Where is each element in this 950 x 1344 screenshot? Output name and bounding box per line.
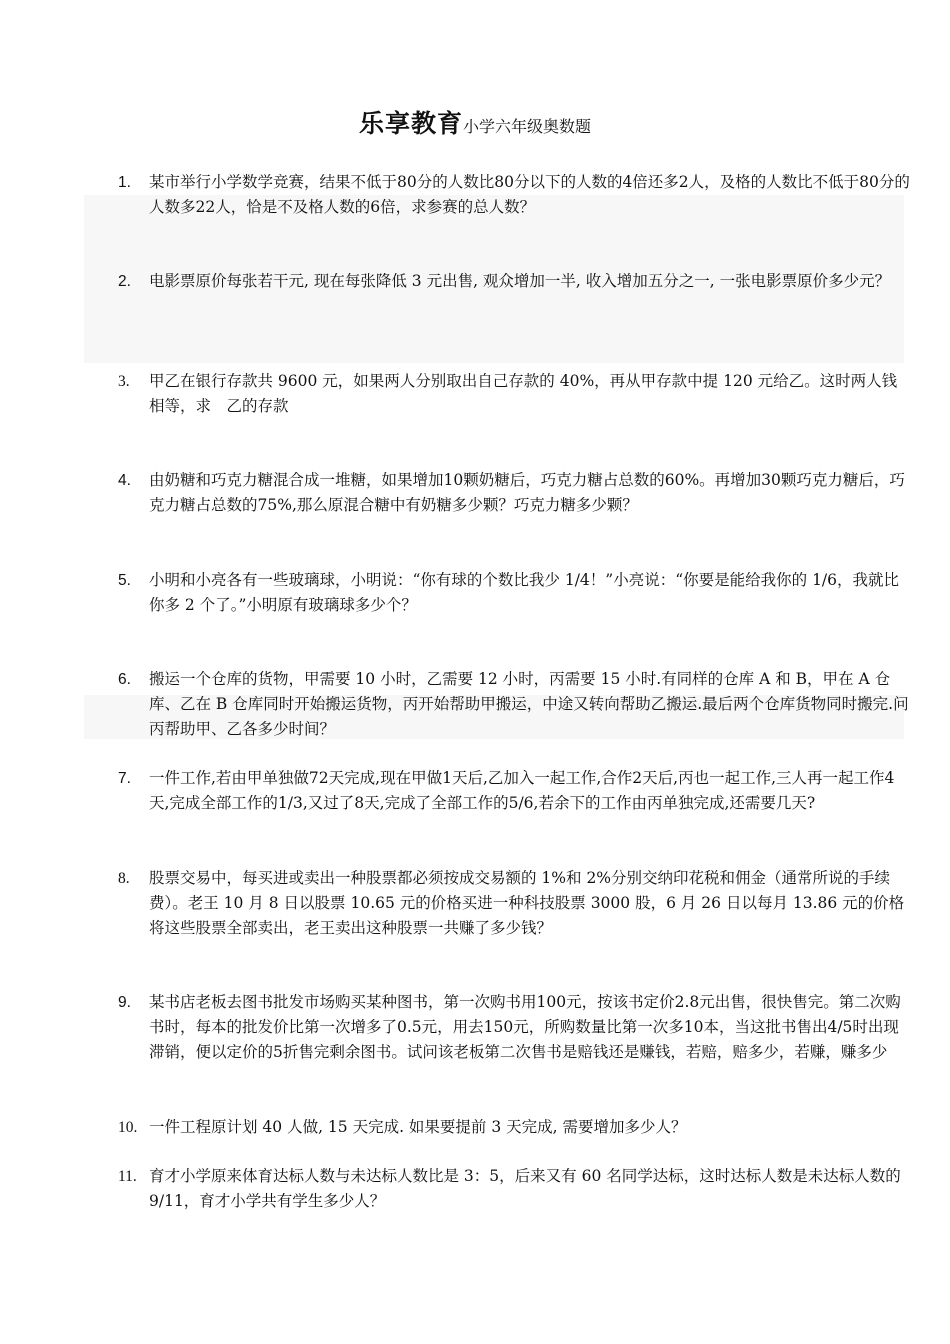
question-3: [118, 369, 910, 419]
question-number: 4.: [118, 472, 131, 489]
brand-title: 乐享教育: [358, 109, 463, 138]
question-text: 由奶糖和巧克力糖混合成一堆糖，如果增加10颗奶糖后，巧克力糖占总数的60%。再增加30颗巧克力糖后，巧克力糖占总数的75%,那么原混合糖中有奶糖多少颗？巧克力糖多少颗？: [149, 471, 905, 514]
question-number: 11.: [118, 1168, 137, 1185]
question-text: 一件工作,若由甲单独做72天完成,现在甲做1天后,乙加入一起工作,合作2天后,丙也一起工作,三人再一起工作4天,完成全部工作的1/3,又过了8天,完成了全部工作的5/6,若余下的工作由丙单独完成,还需要几天?: [149, 769, 895, 812]
question-number: 8.: [118, 870, 130, 887]
document-subtitle: 小学六年级奥数题: [463, 117, 592, 136]
question-number: 9.: [118, 994, 131, 1011]
question-number: 2.: [118, 273, 131, 290]
question-text: 甲乙在银行存款共 9600 元，如果两人分别取出自己存款的 40%，再从甲存款中提 120 元给乙。这时两人钱相等，求 乙的存款: [149, 372, 898, 415]
question-10: [118, 1115, 910, 1140]
question-text: 一件工程原计划 40 人做, 15 天完成. 如果要提前 3 天完成, 需要增加多少人？: [149, 1118, 687, 1136]
question-5: [118, 568, 910, 618]
question-text: 搬运一个仓库的货物，甲需要 10 小时，乙需要 12 小时，丙需要 15 小时.有同样的仓库 A 和 B，甲在 A 仓库、乙在 B 仓库同时开始搬运货物，丙开始帮助甲搬运，中途又转向帮助乙搬运.最后两个仓库货物同时搬完.问丙帮助甲、乙各多少时间？: [149, 670, 909, 738]
question-text: 小明和小亮各有一些玻璃球，小明说：“你有球的个数比我少 1/4！”小亮说：“你要是能给我你的 1/6，我就比你多 2 个了。”小明原有玻璃球多少个？: [149, 571, 900, 614]
question-text: 育才小学原来体育达标人数与未达标人数比是 3：5，后来又有 60 名同学达标，这时达标人数是未达标人数的 9/11，育才小学共有学生多少人？: [149, 1167, 901, 1210]
question-number: 10.: [118, 1119, 138, 1136]
question-text: 某书店老板去图书批发市场购买某种图书，第一次购书用100元，按该书定价2.8元出售，很快售完。第二次购书时，每本的批发价比第一次增多了0.5元，用去150元，所购数量比第一次多10本，当这批书售出4/5时出现滞销，便以定价的5折售完剩余图书。试问该老板第二次售书是赔钱还是赚钱，若赔，赔多少，若赚，赚多少: [149, 993, 901, 1061]
question-text: 股票交易中，每买进或卖出一种股票都必须按成交易额的 1%和 2%分别交纳印花税和佣金（通常所说的手续费）。老王 10 月 8 日以股票 10.65 元的价格买进一种科技股票 3000 股，6 月 26 日以每月 13.86 元的价格将这些股票全部卖出，老王卖出这种股票一共赚了多少钱？: [149, 869, 905, 937]
question-text: 电影票原价每张若干元, 现在每张降低 3 元出售, 观众增加一半, 收入增加五分之一, 一张电影票原价多少元？: [149, 272, 891, 290]
question-1: [118, 170, 910, 220]
question-2: [118, 269, 910, 294]
question-9: [118, 990, 910, 1065]
question-number: 3.: [118, 373, 130, 390]
question-7: [118, 766, 910, 816]
question-number: 5.: [118, 572, 131, 589]
question-4: [118, 468, 910, 518]
question-11: [118, 1164, 910, 1214]
question-number: 7.: [118, 770, 131, 787]
question-text: 某市举行小学数学竞赛，结果不低于80分的人数比80分以下的人数的4倍还多2人，及格的人数比不低于80分的人数多22人，恰是不及格人数的6倍，求参赛的总人数？: [149, 173, 910, 216]
question-number: 1.: [118, 174, 131, 191]
question-number: 6.: [118, 671, 131, 688]
question-8: [118, 866, 910, 941]
page-title: [0, 104, 950, 140]
question-6: [118, 667, 910, 742]
